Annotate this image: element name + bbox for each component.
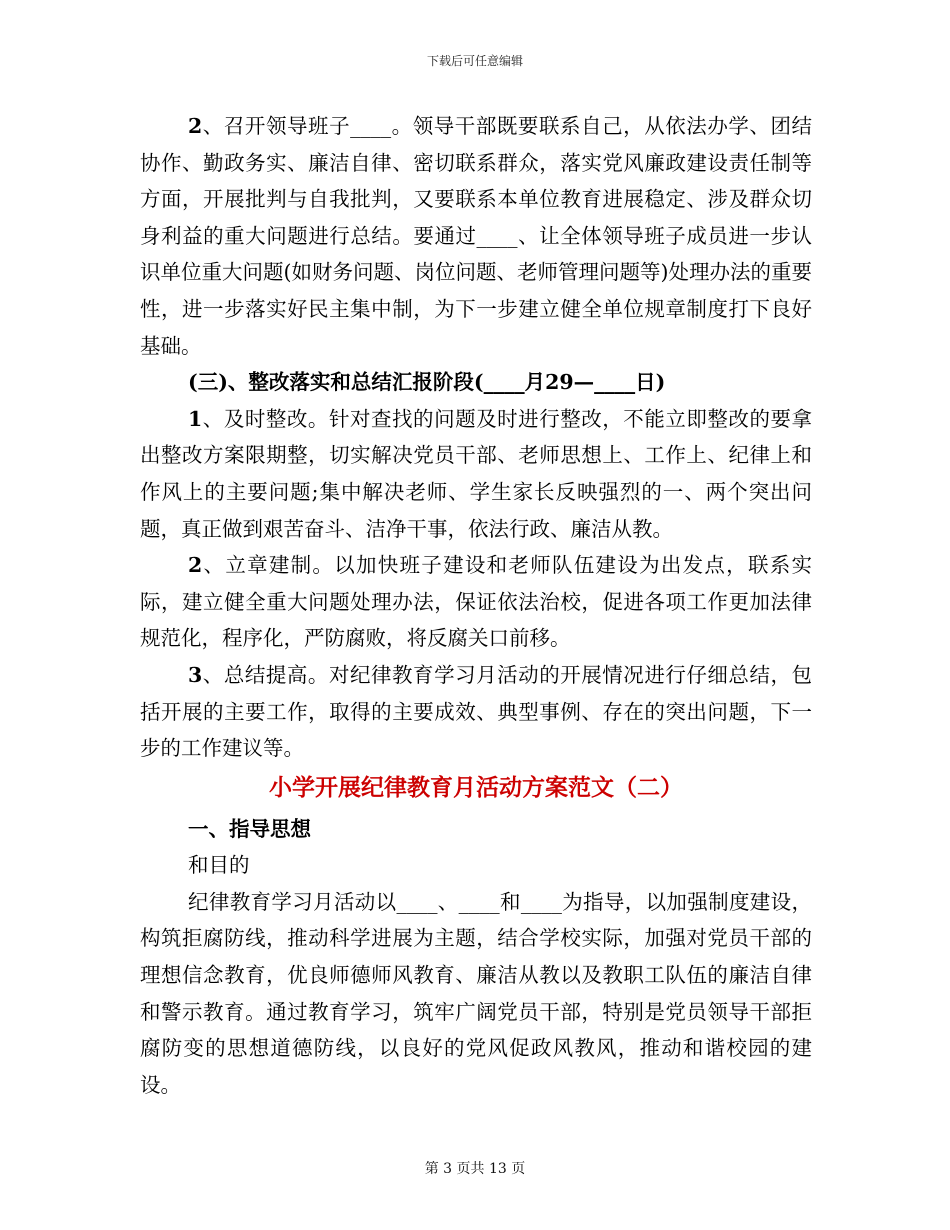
paragraph-text: 、及时整改。针对查找的问题及时进行整改，不能立即整改的要拿出整改方案限期整，切实解决党员干部、老师思想上、工作上、纪律上和作风上的主要问题;集中解决老师、学生家长反映强烈的一、两个突出问题，真正做到艰苦奋斗、洁净干事，依法行政、廉洁从教。 xyxy=(140,406,812,541)
paragraph-meeting xyxy=(140,108,812,364)
item-number: 2 xyxy=(188,114,203,138)
section-heading-guiding-ideology: 一、指导思想 xyxy=(188,816,311,841)
paragraph-guiding-content: 纪律教育学习月活动以____、____和____为指导，以加强制度建设，构筑拒腐防线，推动科学进展为主题，结合学校实际，加强对党员干部的理想信念教育，优良师德师风教育、廉洁从教以及教职工队伍的廉洁自律和警示教育。通过教育学习，筑牢广阔党员干部，特别是党员领导干部拒腐防变的思想道德防线，以良好的党风促政风教风，推动和谐校园的建设。 xyxy=(140,889,812,1097)
paragraph-summary xyxy=(140,657,812,767)
item-number: 2 xyxy=(188,553,203,578)
item-number: 1 xyxy=(188,406,203,431)
paragraph-text: 、总结提高。对纪律教育学习月活动的开展情况进行仔细总结，包括开展的主要工作，取得的主要成效、典型事例、存在的突出问题，下一步的工作建议等。 xyxy=(140,662,812,761)
page-footer: 第 3 页共 13 页 xyxy=(424,1161,526,1177)
paragraph-establish-rules xyxy=(140,547,812,657)
paragraph-timely-rectification xyxy=(140,401,812,547)
page-header: 下载后可任意编辑 xyxy=(426,54,523,68)
paragraph-text: 、召开领导班子____。领导干部既要联系自己，从依法办学、团结协作、勤政务实、廉洁自律、密切联系群众，落实党风廉政建设责任制等方面，开展批判与自我批判，又要联系本单位教育进展稳定、涉及群众切身利益的重大问题进行总结。要通过____、让全体领导班子成员进一步认识单位重大问题(如财务问题、岗位问题、老师管理问题等)处理办法的重要性，进一步落实好民主集中制，为下一步建立健全单位规章制度打下良好基础。 xyxy=(140,114,812,358)
section-heading-rectification: (三)、整改落实和总结汇报阶段(____月29—____日) xyxy=(188,370,666,395)
paragraph-text: 、立章建制。以加快班子建设和老师队伍建设为出发点，联系实际，建立健全重大问题处理办法，保证依法治校，促进各项工作更加法律规范化，程序化，严防腐败，将反腐关口前移。 xyxy=(140,553,812,651)
paragraph-purpose: 和目的 xyxy=(188,853,250,878)
document-body xyxy=(140,108,812,1103)
item-number: 3 xyxy=(188,662,203,687)
document-title: 小学开展纪律教育月活动方案范文（二） xyxy=(269,773,683,801)
